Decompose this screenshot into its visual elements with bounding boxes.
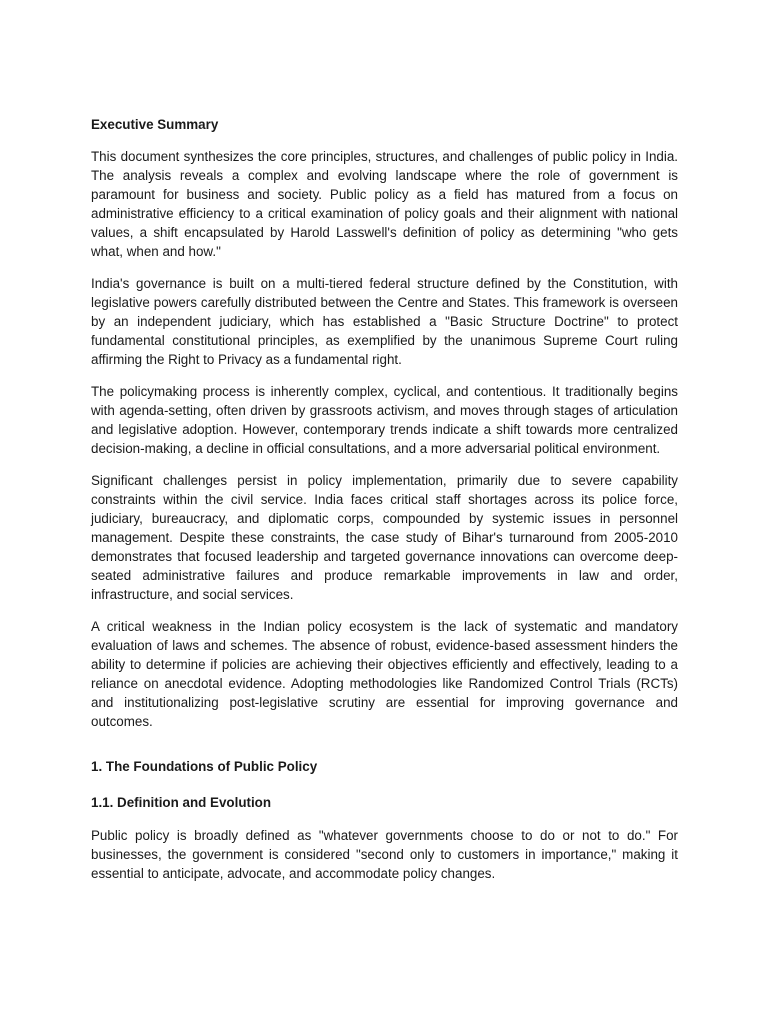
subsection-1-1-paragraph: Public policy is broadly defined as "whatever governments choose to do or not to do." For businesses, the government is considered "second only to customers in importance," making it essential to anticipate, advocate, and accommodate policy changes.	[91, 828, 678, 881]
summary-paragraph-1: This document synthesizes the core principles, structures, and challenges of public policy in India. The analysis reveals a complex and evolving landscape where the role of government is paramount for business and society. Public policy as a field has matured from a focus on administrative efficiency to a critical examination of policy goals and their alignment with national values, a shift encapsulated by Harold Lasswell's definition of policy as determining "who gets what, when and how."	[91, 149, 678, 259]
section-1-heading: 1. The Foundations of Public Policy	[91, 759, 318, 774]
summary-paragraph-4: Significant challenges persist in policy implementation, primarily due to severe capability constraints within the civil service. India faces critical staff shortages across its police force, judiciary, bureaucracy, and diplomatic corps, compounded by systemic issues in personnel management. Despite these constraints, the case study of Bihar's turnaround from 2005-2010 demonstrates that focused leadership and targeted governance innovations can overcome deep-seated administrative failures and produce remarkable improvements in law and order, infrastructure, and social services.	[91, 473, 678, 602]
subsection-1-1-heading: 1.1. Definition and Evolution	[91, 795, 272, 810]
summary-paragraph-2: India's governance is built on a multi-tiered federal structure defined by the Constitution, with legislative powers carefully distributed between the Centre and States. This framework is overseen by an independent judiciary, which has established a "Basic Structure Doctrine" to protect fundamental constitutional principles, as exemplified by the unanimous Supreme Court ruling affirming the Right to Privacy as a fundamental right.	[91, 276, 678, 367]
document-body	[91, 115, 678, 896]
summary-paragraph-3: The policymaking process is inherently complex, cyclical, and contentious. It traditionally begins with agenda-setting, often driven by grassroots activism, and moves through stages of articulation and legislative adoption. However, contemporary trends indicate a shift towards more centralized decision-making, a decline in official consultations, and a more adversarial political environment.	[91, 384, 678, 456]
executive-summary-heading: Executive Summary	[91, 117, 219, 132]
summary-paragraph-5: A critical weakness in the Indian policy ecosystem is the lack of systematic and mandatory evaluation of laws and schemes. The absence of robust, evidence-based assessment hinders the ability to determine if policies are achieving their objectives efficiently and effectively, leading to a reliance on anecdotal evidence. Adopting methodologies like Randomized Control Trials (RCTs) and institutionalizing post-legislative scrutiny are essential for improving governance and outcomes.	[91, 619, 678, 729]
